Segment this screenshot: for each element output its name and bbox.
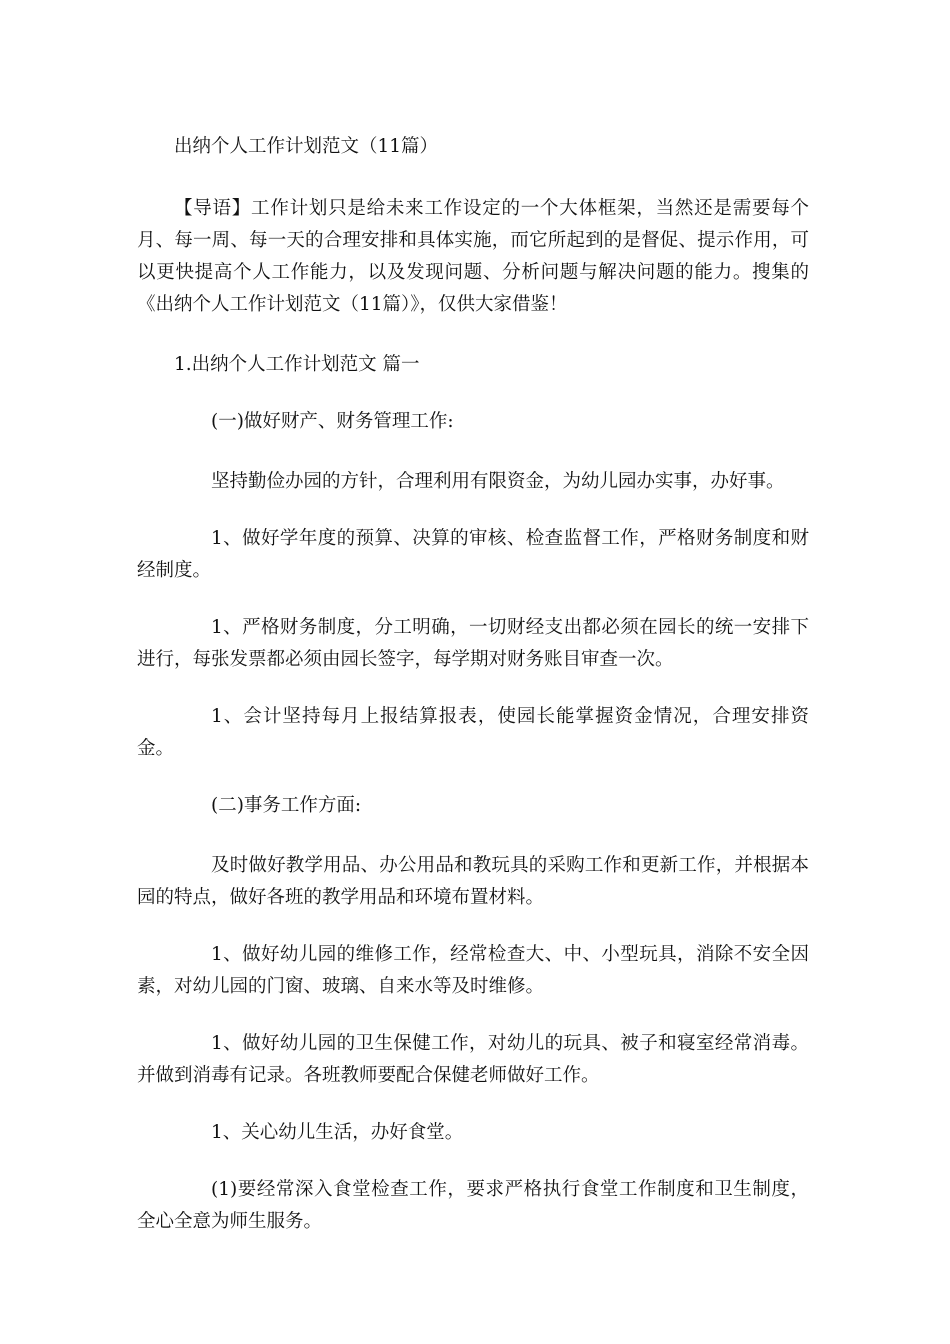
paragraph: 1、做好幼儿园的维修工作，经常检查大、中、小型玩具，消除不安全因素，对幼儿园的门窗、玻璃、自来水等及时维修。 [137,944,809,997]
section-heading: 1.出纳个人工作计划范文 篇一 [174,354,420,375]
paragraph: (1)要经常深入食堂检查工作，要求严格执行食堂工作制度和卫生制度，全心全意为师生服务。 [137,1179,809,1232]
paragraph: 1、会计坚持每月上报结算报表，使园长能掌握资金情况，合理安排资金。 [137,706,809,759]
paragraph: 1、做好幼儿园的卫生保健工作，对幼儿的玩具、被子和寝室经常消毒。并做到消毒有记录。各班教师要配合保健老师做好工作。 [137,1033,809,1086]
paragraph: 1、严格财务制度，分工明确，一切财经支出都必须在园长的统一安排下进行，每张发票都必须由园长签字，每学期对财务账目审查一次。 [137,617,809,670]
paragraph: 坚持勤俭办园的方针，合理利用有限资金，为幼儿园办实事，办好事。 [211,471,785,492]
document-title: 出纳个人工作计划范文（11篇） [174,136,439,157]
paragraph: 及时做好教学用品、办公用品和教玩具的采购工作和更新工作，并根据本园的特点，做好各班的教学用品和环境布置材料。 [137,855,809,908]
subsection-heading-affairs: (二)事务工作方面: [211,795,362,816]
document-body [137,131,809,1263]
paragraph: 1、关心幼儿生活，办好食堂。 [211,1122,464,1143]
paragraph: 1、做好学年度的预算、决算的审核、检查监督工作，严格财务制度和财经制度。 [137,528,809,581]
subsection-heading-finance: (一)做好财产、财务管理工作: [211,411,454,432]
intro-paragraph: 【导语】工作计划只是给未来工作设定的一个大体框架，当然还是需要每个月、每一周、每一天的合理安排和具体实施，而它所起到的是督促、提示作用，可以更快提高个人工作能力，以及发现问题、分析问题与解决问题的能力。搜集的《出纳个人工作计划范文（11篇）》，仅供大家借鉴！ [137,198,809,315]
